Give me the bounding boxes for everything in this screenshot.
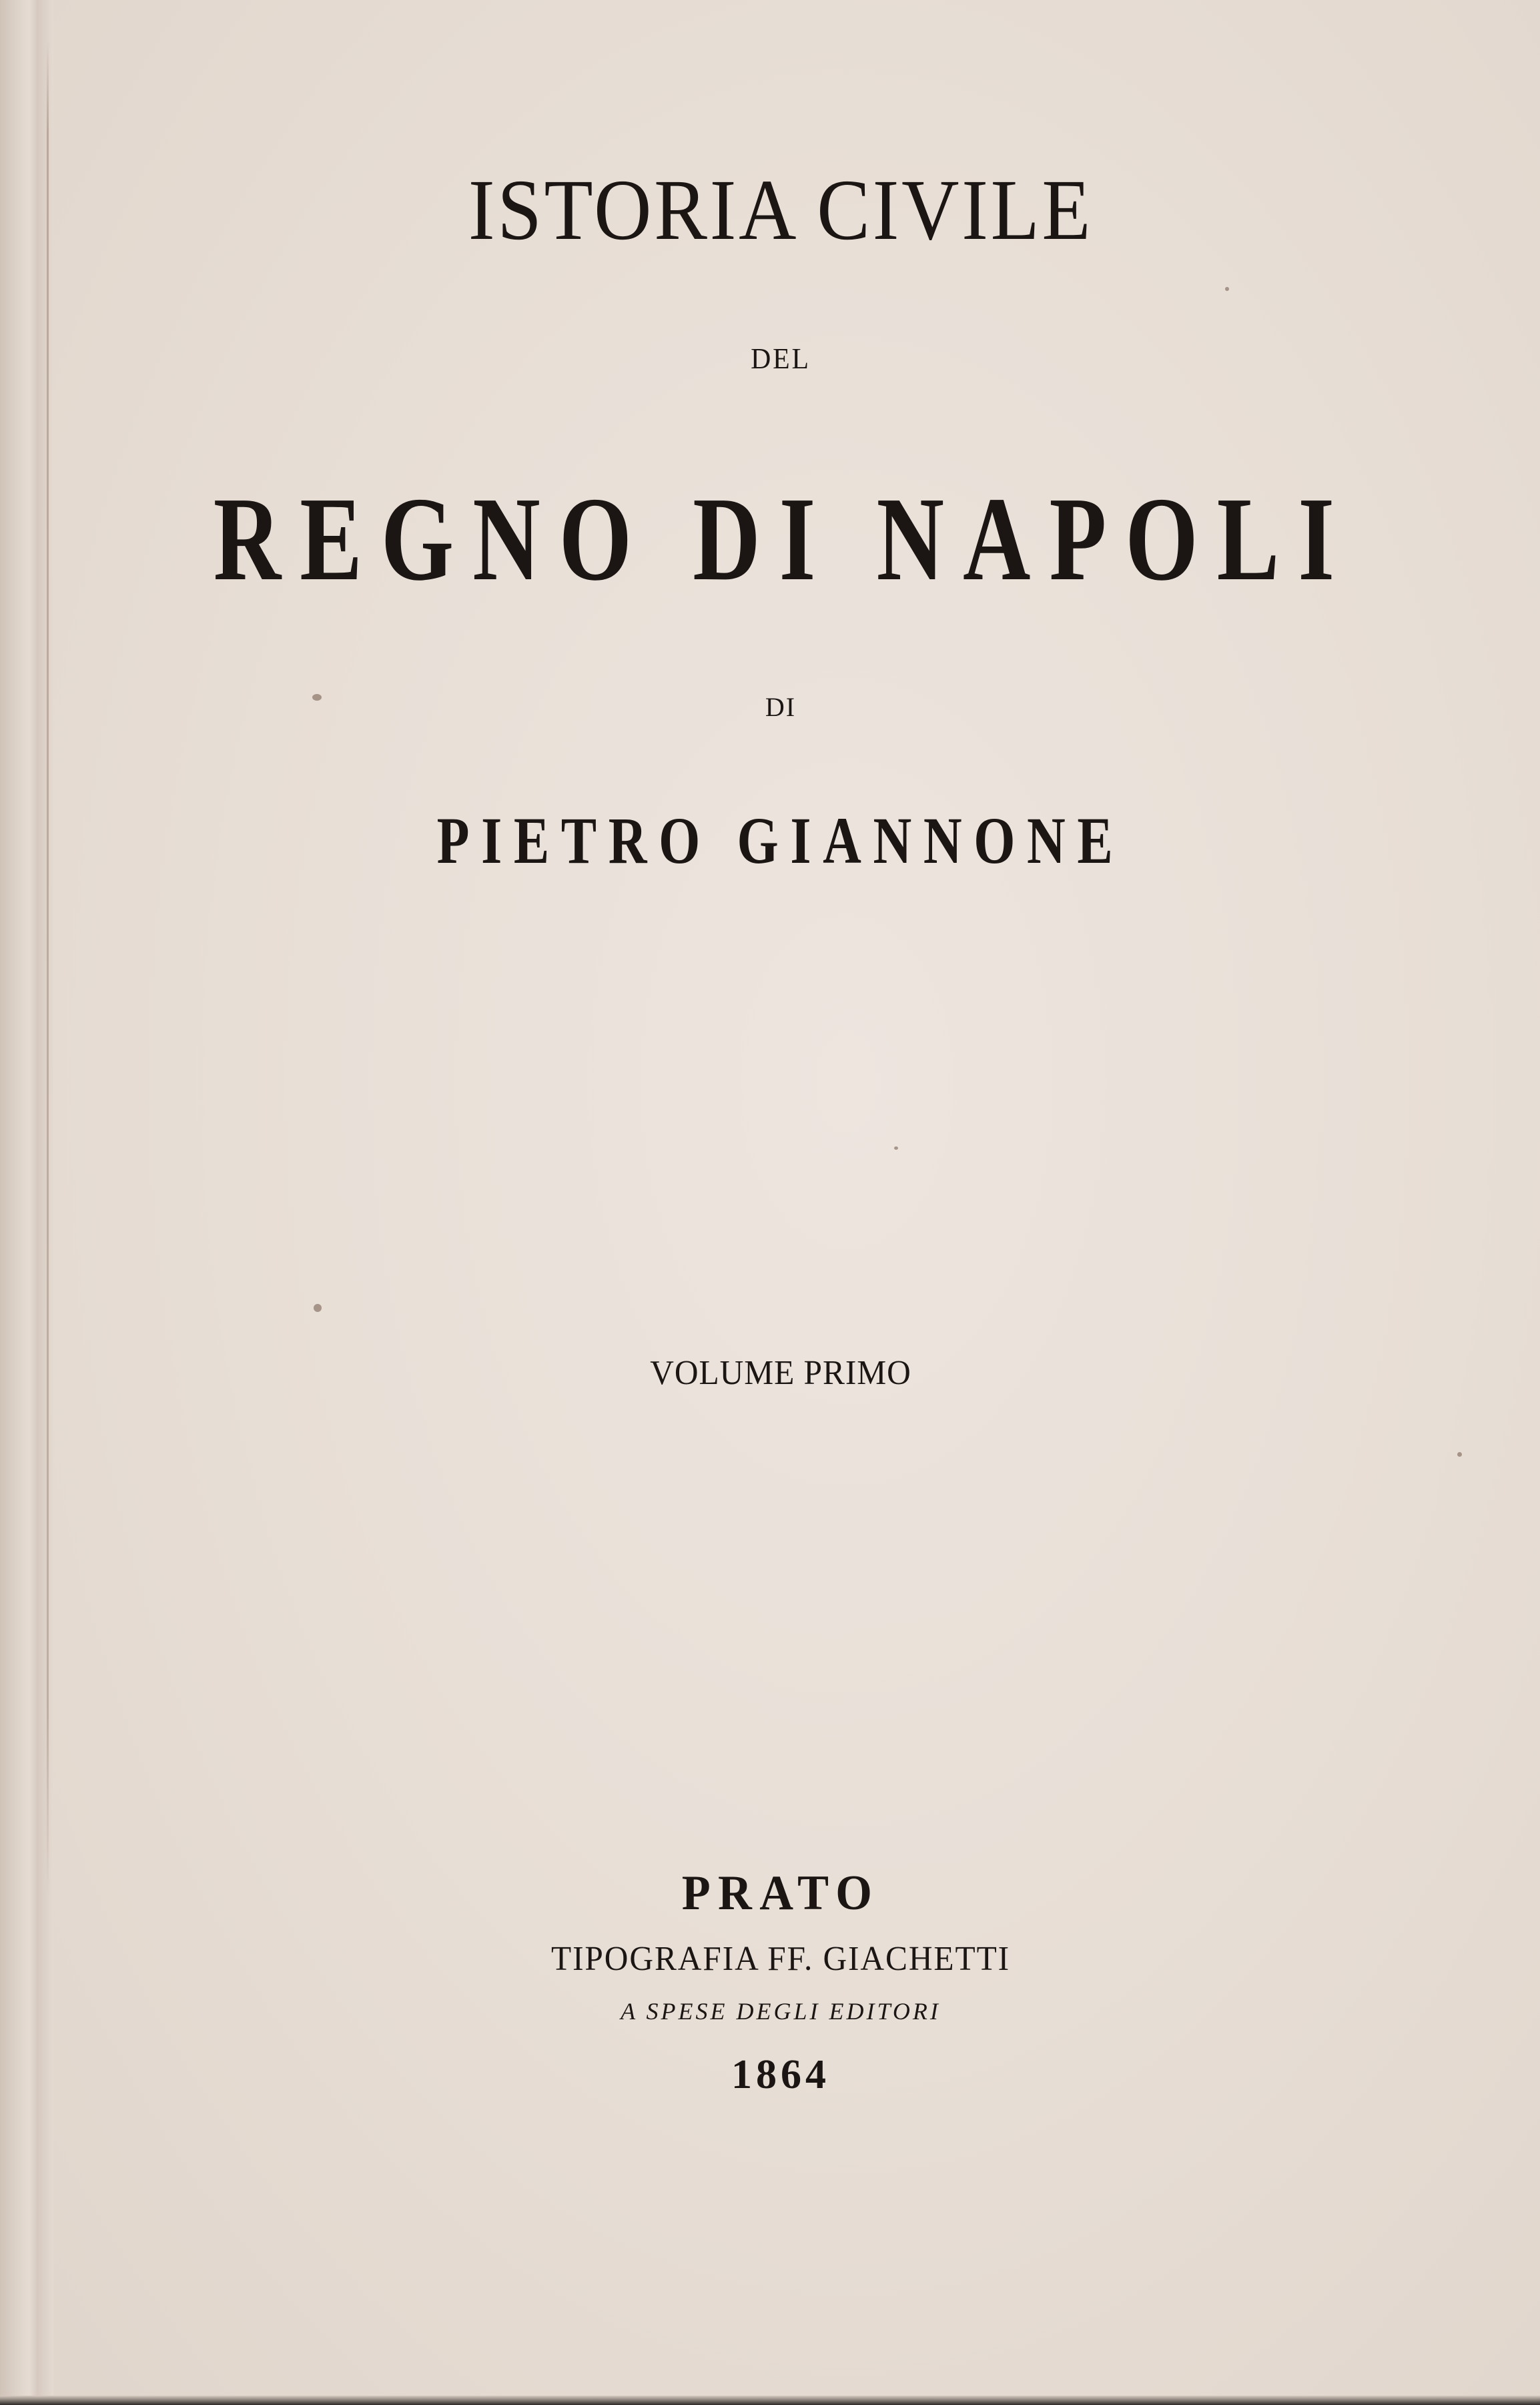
imprint-year: 1864: [731, 2052, 830, 2097]
paper-speck: [894, 1146, 898, 1150]
title-line-2: REGNO DI NAPOLI: [213, 472, 1354, 605]
imprint-city: PRATO: [681, 1866, 880, 1921]
paper-speck: [312, 694, 322, 701]
paper-speck: [314, 1304, 322, 1312]
paper-speck: [1457, 1452, 1462, 1457]
binding-fold: [47, 40, 49, 1895]
imprint-publisher-note: A SPESE DEGLI EDITORI: [621, 1998, 941, 2025]
page-bottom-edge: [0, 2396, 1540, 2405]
imprint-printer: TIPOGRAFIA FF. GIACHETTI: [550, 1940, 1010, 1978]
paper-speck: [1225, 287, 1229, 291]
title-line-1: ISTORIA CIVILE: [468, 162, 1094, 258]
volume-label: VOLUME PRIMO: [650, 1354, 911, 1392]
author-name: PIETRO GIANNONE: [436, 803, 1125, 878]
title-connector: DEL: [751, 342, 811, 375]
author-preposition: DI: [765, 692, 797, 722]
